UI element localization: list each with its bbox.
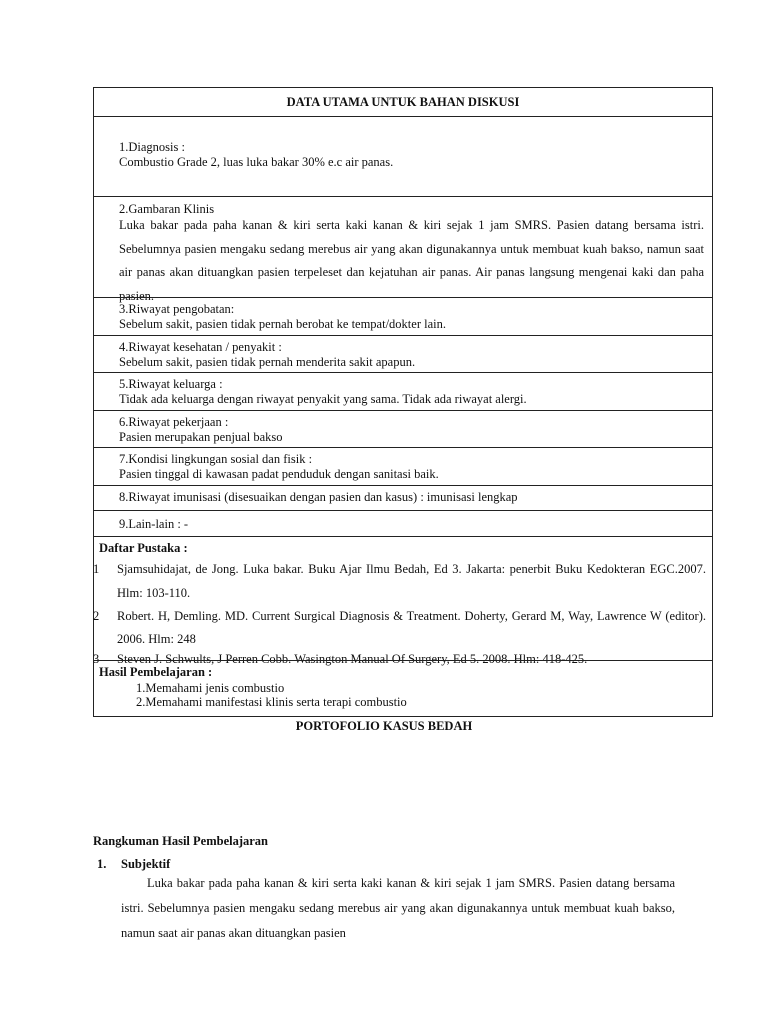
- environment-text: Pasien tinggal di kawasan padat penduduk dengan sanitasi baik.: [119, 467, 439, 481]
- references-cell: [93, 536, 712, 666]
- diagnosis-label: 1.Diagnosis :: [119, 140, 185, 154]
- occupation-history-label: 6.Riwayat pekerjaan :: [119, 414, 229, 429]
- subjective-label: Subjektif: [121, 857, 171, 871]
- health-history-text: Sebelum sakit, pasien tidak pernah menderita sakit apapun.: [119, 354, 416, 369]
- diagnosis-text: Combustio Grade 2, luas luka bakar 30% e.c air panas.: [119, 155, 394, 169]
- treatment-history-label: 3.Riwayat pengobatan:: [119, 302, 235, 316]
- immunization-cell: [94, 485, 712, 510]
- reference-item: [94, 557, 712, 605]
- immunization-text: 8.Riwayat imunisasi (disesuaikan dengan pasien dan kasus) : imunisasi lengkap: [119, 489, 518, 504]
- reference-text: Robert. H, Demling. MD. Current Surgical Diagnosis & Treatment. Doherty, Gerard M, Way, Lawrence W (editor). 2006. Hlm: 248: [117, 608, 706, 646]
- clinical-picture-label: 2.Gambaran Klinis: [119, 202, 215, 216]
- environment-label: 7.Kondisi lingkungan sosial dan fisik :: [119, 452, 313, 466]
- table-title: DATA UTAMA UNTUK BAHAN DISKUSI: [286, 95, 520, 109]
- occupation-history-text: Pasien merupakan penjual bakso: [119, 429, 283, 444]
- learning-outcomes-heading: Hasil Pembelajaran :: [99, 664, 213, 679]
- learning-outcome-item: 2.Memahami manifestasi klinis serta terapi combustio: [136, 695, 407, 709]
- family-history-text: Tidak ada keluarga dengan riwayat penyakit yang sama. Tidak ada riwayat alergi.: [119, 392, 527, 406]
- learning-outcomes-cell: [94, 660, 712, 716]
- reference-text: Sjamsuhidajat, de Jong. Luka bakar. Buku Ajar Ilmu Bedah, Ed 3. Jakarta: penerbit Buku Kedokteran EGC.2007. Hlm: 103-110.: [117, 561, 706, 600]
- clinical-picture-text: Luka bakar pada paha kanan & kiri serta kaki kanan & kiri sejak 1 jam SMRS. Pasien datang bersama istri. Sebelumnya pasien mengaku sedang merebus air yang akan digunakannya untuk membuat kuah bakso, namun saat air panas akan dituangkan pasien terpeleset dan kejatuhan air panas. Air panas langsung mengenai kaki dan paha pasien.: [119, 218, 704, 303]
- reference-item: [94, 605, 712, 651]
- family-history-label: 5.Riwayat keluarga :: [119, 377, 223, 391]
- occupation-history-cell: [94, 410, 712, 448]
- treatment-history-cell: [94, 297, 712, 335]
- family-history-cell: [94, 372, 712, 410]
- reference-number: 1: [93, 561, 100, 576]
- reference-number: 3: [93, 651, 100, 666]
- environment-cell: [94, 447, 712, 485]
- other-text: 9.Lain-lain : -: [119, 516, 189, 531]
- discussion-data-table: [93, 87, 713, 717]
- summary-title: Rangkuman Hasil Pembelajaran: [93, 834, 269, 848]
- treatment-history-text: Sebelum sakit, pasien tidak pernah berobat ke tempat/dokter lain.: [119, 317, 446, 331]
- other-cell: [94, 510, 712, 536]
- subjective-heading: [97, 857, 170, 872]
- diagnosis-cell: [94, 116, 712, 196]
- health-history-label: 4.Riwayat kesehatan / penyakit :: [119, 339, 282, 354]
- clinical-picture-cell: [94, 196, 712, 303]
- reference-number: 2: [93, 608, 100, 623]
- health-history-cell: [94, 335, 712, 373]
- learning-outcome-item: 1.Memahami jenis combustio: [136, 680, 285, 695]
- references-heading: Daftar Pustaka :: [99, 540, 188, 555]
- document-caption: PORTOFOLIO KASUS BEDAH: [295, 719, 473, 733]
- reference-text: Steven J. Schwults, J Perren Cobb. Wasington Manual Of Surgery, Ed 5. 2008. Hlm: 418-425.: [117, 651, 588, 666]
- subjective-number: 1.: [97, 857, 107, 871]
- subjective-paragraph: Luka bakar pada paha kanan & kiri serta kaki kanan & kiri sejak 1 jam SMRS. Pasien datang bersama istri. Sebelumnya pasien mengaku sedang merebus air yang akan digunakannya untuk membuat kuah bakso, namun saat air panas akan dituangkan pasien: [121, 876, 675, 940]
